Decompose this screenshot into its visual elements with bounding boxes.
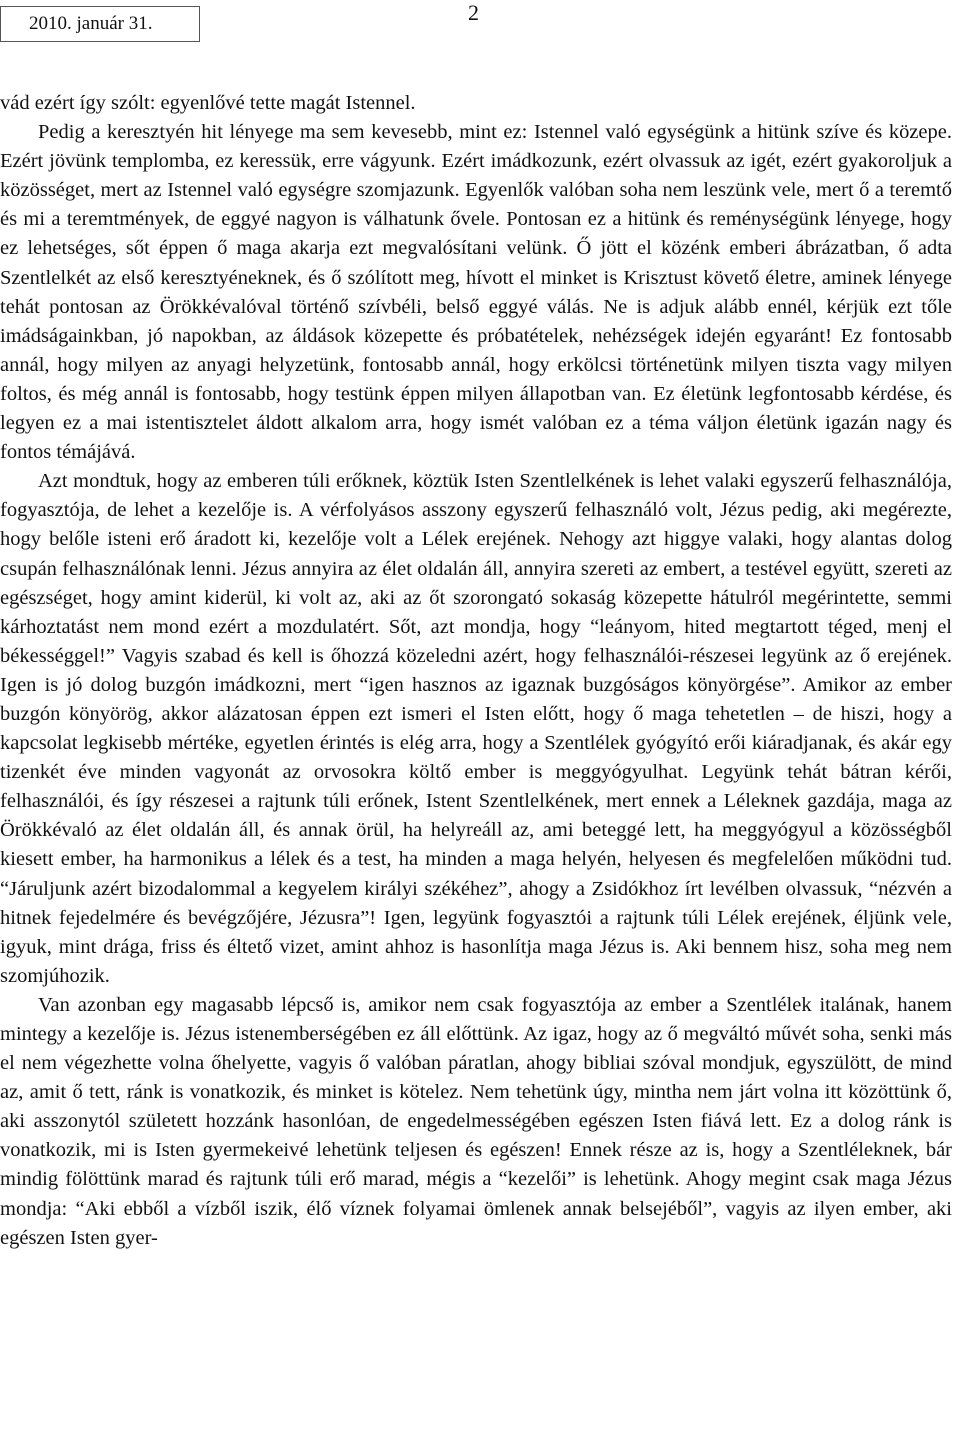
paragraph: Van azonban egy magasabb lépcső is, amikor nem csak fogyasztója az ember a Szentlélek italának, hanem mintegy a kezelője is. Jézus istenemberségében ez áll előttünk. Az igaz, hogy az ő megváltó művét soha, senki más el nem végezhette volna őhelyette, vagyis ő valóban páratlan, ahogy bibliai szóval mondjuk, egyszülött, de mind az, amit ő tett, ránk is vonatkozik, és minket is kötelez. Nem tehetünk úgy, mintha nem járt volna itt közöttünk ő, aki asszonytól született hozzánk hasonlóan, de engedelmességében egészen Isten fiává lett. Ez a dolog ránk is vonatkozik, mi is Isten gyermekeivé lehetünk teljesen és egészen! Ennek része az is, hogy a Szentléleknek, bár mindig fölöttünk marad és rajtunk túli erő marad, mégis a “kezelői” is lehetünk. Ahogy megint csak maga Jézus mondja: “Aki ebből a vízből iszik, élő víznek folyamai ömlenek annak belsejéből”, vagyis az ilyen ember, aki egészen Isten gyer-	[0, 993, 952, 1249]
header-date: 2010. január 31.	[0, 6, 200, 42]
paragraph: Pedig a keresztyén hit lényege ma sem kevesebb, mint ez: Istennel való egységünk a hitünk szíve és közepe. Ezért jövünk templomba, ez keressük, erre vágyunk. Ezért imádkozunk, ezért olvassuk az igét, ezért gyakoroljuk a közösséget, mert az Istennel való egységre szomjazunk. Egyenlők valóban soha nem leszünk vele, mert ő a teremtő és mi a teremtmények, de eggyé nagyon is válhatunk ővele. Pontosan ez a hitünk és reménységünk lényege, hogy ez lehetséges, sőt éppen ő maga akarja ezt megvalósítani velünk. Ő jött el közénk emberi ábrázatban, ő adta Szentlelkét az első keresztyéneknek, és ő szólított meg, hívott el minket is Krisztust követő életre, aminek lényege tehát pontosan az Örökkévalóval történő szívbéli, belső eggyé válás. Ne is adjuk alább ennél, kérjük ezt tőle imádságainkban, jó napokban, az áldások közepette és próbatételek, nehézségek idején egyaránt! Ez fontosabb annál, hogy milyen az anyagi helyzetünk, fontosabb annál, hogy erkölcsi történetünk milyen tiszta vagy milyen foltos, és még annál is fontosabb, hogy testünk éppen milyen állapotban van. Ez életünk legfontosabb kérdése, és legyen ez a mai istentisztelet áldott alkalom arra, hogy ismét valóban ez a téma váljon életünk igazán nagy és fontos témájává.	[0, 121, 952, 464]
page-number: 2	[468, 0, 479, 25]
document-body	[0, 89, 952, 1253]
paragraph-continued: vád ezért így szólt: egyenlővé tette magát Istennel.	[0, 92, 416, 114]
paragraph: Azt mondtuk, hogy az emberen túli erőknek, köztük Isten Szentlelkének is lehet valaki egyszerű felhasználója, fogyasztója, de lehet a kezelője is. A vérfolyásos asszony egyszerű felhasználó volt, Jézus pedig, aki megérezte, hogy belőle isteni erő áradott ki, kezelője volt a Lélek erejének. Nehogy azt higgye valaki, hogy alantas dolog csupán felhasználónak lenni. Jézus annyira az élet oldalán áll, annyira szereti az embert, a testével együtt, szereti az egészséget, hogy amint kiderül, ki volt az, aki az őt szorongató sokaság közepette hátulról megérintette, semmi kárhoztatást nem mond ezért a mozdulatért. Sőt, azt mondja, hogy “leányom, hited megtartott téged, menj el békességgel!” Vagyis szabad és kell is őhozzá közeledni azért, hogy felhasználói-részesei legyünk az ő erejének. Igen is jó dolog buzgón imádkozni, mert “igen hasznos az igaznak buzgóságos könyörgése”. Amikor az ember buzgón könyörög, akkor alázatosan éppen ezt ismeri el Isten előtt, hogy ő maga tehetetlen – de hiszi, hogy a kapcsolat legkisebb mértéke, egyetlen érintés is elég arra, hogy a Szentlélek gyógyító erői kiáradjanak, és akár egy tizenkét éve minden vagyonát az orvosokra költő ember is meggyógyulhat. Legyünk tehát bátran kérői, felhasználói, és így részesei a rajtunk túli erőnek, Istent Szentlelkének, mert ennek a Léleknek gazdája, maga az Örökkévaló az élet oldalán áll, és annak örül, ha helyreáll az, ami beteggé lett, ha meggyógyul a közösségből kiesett ember, ha harmonikus a lélek és a test, ha minden a maga helyén, helyesen és megfelelően működni tud. “Járuljunk azért bizodalommal a kegyelem királyi székéhez”, ahogy a Zsidókhoz írt levélben olvassuk, “nézvén a hitnek fejedelmére és bevégzőjére, Jézusra”! Igen, legyünk fogyasztói a rajtunk túli Lélek erejének, éljünk vele, igyuk, mint drága, friss és éltető vizet, amint ahhoz is hasonlítja maga Jézus is. Aki bennem hisz, soha meg nem szomjúhozik.	[0, 470, 952, 987]
